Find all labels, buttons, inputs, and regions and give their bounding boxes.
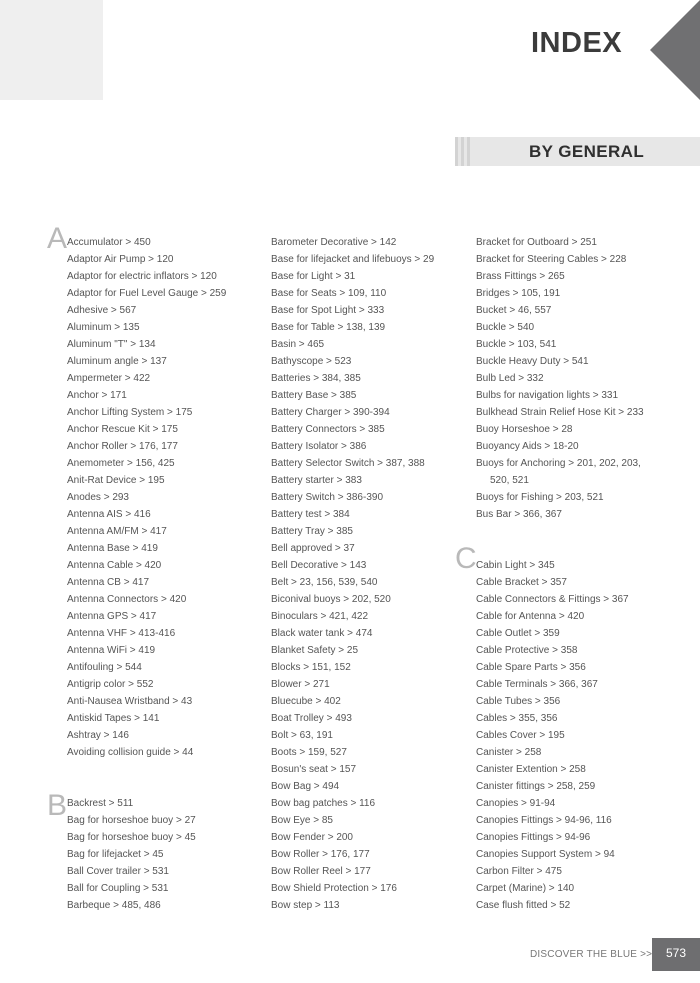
index-entry: Aluminum > 135 [67,322,140,333]
index-entry: Ball for Coupling > 531 [67,883,169,894]
index-entry: Bag for horseshoe buoy > 45 [67,832,196,843]
index-entry: Antenna Cable > 420 [67,560,162,571]
index-entry: Antenna AM/FM > 417 [67,526,167,537]
index-entry: Cable Connectors & Fittings > 367 [476,594,629,605]
index-entry: 520, 521 [490,475,529,486]
index-entry: Bag for lifejacket > 45 [67,849,164,860]
index-entry: Antenna Base > 419 [67,543,158,554]
index-entry: Avoiding collision guide > 44 [67,747,194,758]
index-entry: Buoy Horseshoe > 28 [476,424,573,435]
index-entry: Bow Shield Protection > 176 [271,883,397,894]
index-entry: Bell Decorative > 143 [271,560,367,571]
index-entry: Bridges > 105, 191 [476,288,561,299]
index-entry: Battery Connectors > 385 [271,424,385,435]
index-entry: Cable Bracket > 357 [476,577,567,588]
index-entry: Case flush fitted > 52 [476,900,571,911]
index-entry: Black water tank > 474 [271,628,373,639]
index-entry: Adaptor Air Pump > 120 [67,254,174,265]
index-entry: Aluminum angle > 137 [67,356,167,367]
index-entry: Battery Switch > 386-390 [271,492,384,503]
index-entry: Canister fittings > 258, 259 [476,781,596,792]
index-entry: Battery Base > 385 [271,390,357,401]
index-entry: Buoys for Anchoring > 201, 202, 203, [476,458,641,469]
index-entry: Battery Charger > 390-394 [271,407,390,418]
index-entry: Antenna AIS > 416 [67,509,151,520]
index-entry: Canister Extention > 258 [476,764,586,775]
index-entry: Barbeque > 485, 486 [67,900,161,911]
index-entry: Base for Table > 138, 139 [271,322,386,333]
index-entry: Cable Terminals > 366, 367 [476,679,598,690]
banner-stripe [467,137,470,166]
index-entry: Brass Fittings > 265 [476,271,565,282]
page-number: 573 [665,946,687,960]
index-entry: Blanket Safety > 25 [271,645,359,656]
index-entry: Base for lifejacket and lifebuoys > 29 [271,254,435,265]
index-entry: Anchor Roller > 176, 177 [67,441,178,452]
index-entry: Cable Tubes > 356 [476,696,561,707]
index-entry: Cables Cover > 195 [476,730,565,741]
index-entry: Blocks > 151, 152 [271,662,351,673]
index-entry: Ball Cover trailer > 531 [67,866,169,877]
index-entry: Buoyancy Aids > 18-20 [476,441,579,452]
index-entry: Bag for horseshoe buoy > 27 [67,815,196,826]
page-title: INDEX [531,27,623,59]
index-entry: Buckle Heavy Duty > 541 [476,356,589,367]
index-column-b [271,234,471,914]
index-entry: Canopies Fittings > 94-96 [476,832,591,843]
letter-c: C [455,542,477,575]
index-entry: Base for Light > 31 [271,271,356,282]
index-entry: Buoys for Fishing > 203, 521 [476,492,604,503]
index-entry: Bow step > 113 [271,900,340,911]
index-entry: Antigrip color > 552 [67,679,154,690]
spacer [476,540,676,557]
index-entry: Bathyscope > 523 [271,356,352,367]
index-entry: Buckle > 103, 541 [476,339,557,350]
index-entry: Belt > 23, 156, 539, 540 [271,577,378,588]
index-entry: Antifouling > 544 [67,662,142,673]
index-entry: Bow Eye > 85 [271,815,333,826]
letter-b: B [47,789,68,822]
index-entry: Anchor Lifting System > 175 [67,407,193,418]
index-entry: Anit-Rat Device > 195 [67,475,165,486]
index-entry: Bracket for Steering Cables > 228 [476,254,627,265]
index-entry: Aluminum "T" > 134 [67,339,156,350]
index-entry: Canopies Support System > 94 [476,849,615,860]
index-entry: Buckle > 540 [476,322,535,333]
letter-a: A [47,222,68,255]
corner-triangle [650,0,700,100]
index-entry: Anchor Rescue Kit > 175 [67,424,178,435]
index-entry: Barometer Decorative > 142 [271,237,397,248]
index-column-a [67,234,267,914]
index-entry: Antenna Connectors > 420 [67,594,187,605]
index-entry: Bulbs for navigation lights > 331 [476,390,619,401]
banner-stripe [461,137,464,166]
index-entry: Batteries > 384, 385 [271,373,361,384]
section-title: BY GENERAL [529,142,645,161]
index-entry: Bosun's seat > 157 [271,764,357,775]
index-entry: Canopies > 91-94 [476,798,556,809]
index-entry: Anemometer > 156, 425 [67,458,175,469]
index-entry: Antenna GPS > 417 [67,611,157,622]
index-entry: Carpet (Marine) > 140 [476,883,575,894]
index-entry: Bow Roller > 176, 177 [271,849,370,860]
corner-decoration [0,0,103,100]
index-column-c [476,234,676,914]
index-entry: Antenna WiFi > 419 [67,645,156,656]
index-entry: Bracket for Outboard > 251 [476,237,597,248]
index-entry: Bell approved > 37 [271,543,355,554]
index-entry: Ampermeter > 422 [67,373,151,384]
index-entry: Adaptor for electric inflators > 120 [67,271,217,282]
index-entry: Bow Bag > 494 [271,781,340,792]
index-entry: Accumulator > 450 [67,237,151,248]
index-entry: Battery Tray > 385 [271,526,353,537]
index-entry: Bolt > 63, 191 [271,730,333,741]
index-entry: Battery starter > 383 [271,475,362,486]
footer-tagline: DISCOVER THE BLUE >> [530,949,653,960]
index-entry: Anchor > 171 [67,390,127,401]
index-entry: Backrest > 511 [67,798,134,809]
index-entry: Antenna VHF > 413-416 [67,628,176,639]
index-entry: Cable Spare Parts > 356 [476,662,586,673]
index-entry: Canopies Fittings > 94-96, 116 [476,815,612,826]
index-entry: Battery Selector Switch > 387, 388 [271,458,425,469]
index-entry: Battery Isolator > 386 [271,441,367,452]
index-entry: Cabin Light > 345 [476,560,555,571]
index-entry: Binoculars > 421, 422 [271,611,369,622]
index-entry: Blower > 271 [271,679,330,690]
index-entry: Base for Seats > 109, 110 [271,288,387,299]
index-entry: Bluecube > 402 [271,696,341,707]
index-entry: Boots > 159, 527 [271,747,347,758]
index-entry: Bow Roller Reel > 177 [271,866,371,877]
spacer [67,761,267,778]
banner-stripe [455,137,458,166]
index-entry: Cable Outlet > 359 [476,628,560,639]
index-entry: Basin > 465 [271,339,325,350]
index-entry: Cable Protective > 358 [476,645,578,656]
index-entry: Adaptor for Fuel Level Gauge > 259 [67,288,227,299]
index-entry: Antenna CB > 417 [67,577,150,588]
index-entry: Cables > 355, 356 [476,713,558,724]
index-entry: Bow bag patches > 116 [271,798,376,809]
index-entry: Carbon Filter > 475 [476,866,562,877]
index-entry: Bulkhead Strain Relief Hose Kit > 233 [476,407,644,418]
index-entry: Bucket > 46, 557 [476,305,552,316]
index-entry: Adhesive > 567 [67,305,137,316]
spacer [476,523,676,540]
spacer [67,778,267,795]
index-entry: Bus Bar > 366, 367 [476,509,562,520]
index-entry: Battery test > 384 [271,509,350,520]
index-entry: Base for Spot Light > 333 [271,305,385,316]
index-entry: Bulb Led > 332 [476,373,544,384]
index-entry: Antiskid Tapes > 141 [67,713,160,724]
index-entry: Ashtray > 146 [67,730,129,741]
index-entry: Cable for Antenna > 420 [476,611,585,622]
index-entry: Anti-Nausea Wristband > 43 [67,696,193,707]
index-entry: Bow Fender > 200 [271,832,353,843]
index-entry: Canister > 258 [476,747,542,758]
index-entry: Biconival buoys > 202, 520 [271,594,391,605]
index-entry: Anodes > 293 [67,492,129,503]
index-entry: Boat Trolley > 493 [271,713,352,724]
